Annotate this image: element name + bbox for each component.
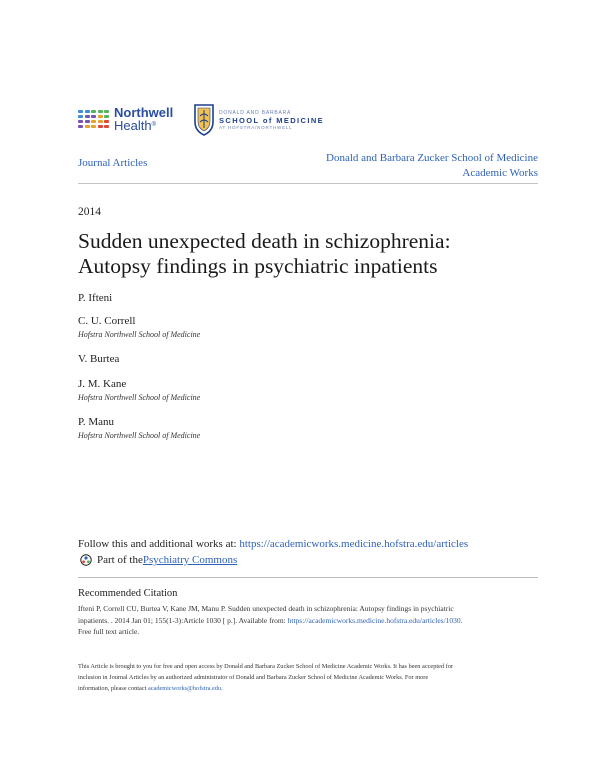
citation-line2: inpatients. . 2014 Jan 01; 155(1-3):Article 1030 [ p.]. Available from:	[78, 615, 288, 625]
repository-line1: Donald and Barbara Zucker School of Medicine	[326, 152, 538, 164]
article-title-line2: Autopsy findings in psychiatric inpatients	[78, 254, 438, 278]
follow-prefix: Follow this and additional works at:	[78, 538, 240, 550]
citation-line2-end: .	[460, 615, 463, 625]
header-divider	[78, 183, 538, 184]
author-name: P. Ifteni	[78, 292, 113, 304]
citation-heading: Recommended Citation	[78, 588, 178, 599]
northwell-wordmark: Northwell	[114, 105, 174, 120]
zucker-school-logo	[194, 104, 324, 136]
author-name: J. M. Kane	[78, 378, 127, 390]
citation-line3: Free full text article.	[78, 627, 140, 636]
repository-line2: Academic Works	[462, 167, 538, 179]
contact-email-link[interactable]: academicworks@hofstra.edu	[147, 685, 222, 692]
northwell-dots-icon	[78, 110, 109, 129]
follow-line	[78, 538, 468, 550]
notice-line1: This Article is brought to you for free and open access by Donald and Barbara Zucker School of Medicine Academic Works. It has been accepted for	[78, 663, 453, 670]
zucker-logo-line1: DONALD AND BARBARA	[219, 110, 292, 116]
psychiatry-commons-link[interactable]: Psychiatry Commons	[142, 554, 238, 566]
part-of-line	[80, 554, 237, 566]
publication-year: 2014	[78, 206, 101, 218]
network-commons-icon	[80, 554, 92, 566]
author-name: V. Burtea	[78, 353, 120, 365]
northwell-health-logo	[78, 106, 173, 132]
notice-line2: inclusion in Journal Articles by an authorized administrator of Donald and Barbara Zucker School of Medicine Academic Works. For more	[78, 674, 429, 681]
author-affiliation: Hofstra Northwell School of Medicine	[78, 393, 201, 402]
author-affiliation: Hofstra Northwell School of Medicine	[78, 431, 201, 440]
article-permalink[interactable]: https://academicworks.medicine.hofstra.edu/articles/1030	[287, 615, 461, 625]
author-name: P. Manu	[78, 416, 115, 428]
articles-collection-link[interactable]: https://academicworks.medicine.hofstra.edu/articles	[239, 538, 469, 550]
author-name: C. U. Correll	[78, 315, 136, 327]
access-notice	[78, 661, 538, 694]
journal-articles-link[interactable]: Journal Articles	[78, 157, 148, 169]
citation-text	[78, 603, 538, 638]
citation-line1: Ifteni P, Correll CU, Burtea V, Kane JM, Manu P. Sudden unexpected death in schizophrenia: Autopsy findings in psychiatric	[78, 604, 454, 613]
author-affiliation: Hofstra Northwell School of Medicine	[78, 330, 201, 339]
notice-line3: information, please contact	[78, 685, 148, 692]
notice-line3-end: .	[221, 685, 223, 692]
part-of-prefix: Part of the	[97, 554, 143, 566]
repository-link[interactable]	[326, 151, 538, 181]
zucker-logo-line3: AT HOFSTRA/NORTHWELL	[219, 125, 293, 130]
zucker-logo-line2: SCHOOL of MEDICINE	[219, 116, 325, 125]
article-title-line1: Sudden unexpected death in schizophrenia:	[78, 229, 451, 253]
article-title	[78, 229, 538, 279]
trademark-symbol: ®	[151, 122, 156, 128]
shield-crest-icon	[194, 104, 214, 136]
health-wordmark: Health	[114, 118, 152, 133]
citation-divider	[78, 577, 538, 578]
